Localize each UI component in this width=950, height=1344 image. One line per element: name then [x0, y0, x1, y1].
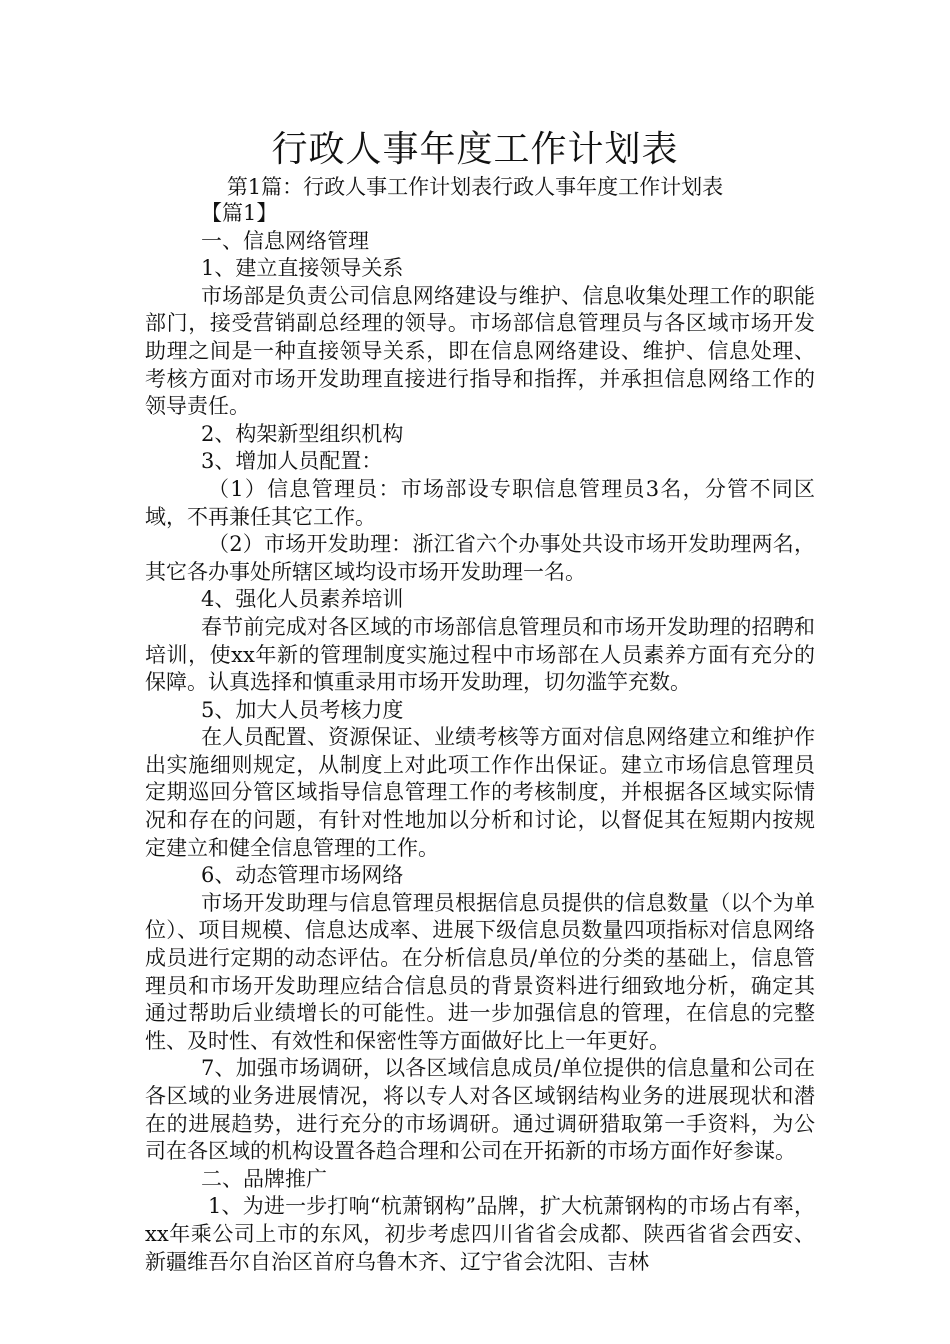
- subsection-heading: 3、增加人员配置：: [201, 449, 383, 474]
- section-tag: 【篇1】: [201, 201, 278, 225]
- body-paragraph: 市场开发助理与信息管理员根据信息员提供的信息数量（以个为单位）、项目规模、信息达成率、进展下级信息员数量四项指标对信息网络成员进行定期的动态评估。在分析信息员/单位的分类的基础上，信息管理员和市场开发助理应结合信息员的背景资料进行细致地分析，确定其通过帮助后业绩增长的可能性。进一步加强信息的管理，在信息的完整性、及时性、有效性和保密性等方面做好比上一年更好。: [145, 890, 815, 1053]
- body-paragraph: 1、为进一步打响“杭萧钢构”品牌，扩大杭萧钢构的市场占有率，xx年乘公司上市的东风，初步考虑四川省省会成都、陕西省省会西安、新疆维吾尔自治区首府乌鲁木齐、辽宁省会沈阳、吉林: [145, 1194, 815, 1274]
- subsection-heading: 2、构架新型组织机构: [201, 421, 404, 446]
- document-body: [145, 200, 815, 1276]
- document-title: 行政人事年度工作计划表: [271, 129, 679, 170]
- body-paragraph: 春节前完成对各区域的市场部信息管理员和市场开发助理的招聘和培训，使xx年新的管理制度实施过程中市场部在人员素养方面有充分的保障。认真选择和慎重录用市场开发助理，切勿滥竽充数。: [145, 614, 815, 695]
- subsection-heading: 4、强化人员素养培训: [201, 587, 404, 612]
- body-paragraph: 在人员配置、资源保证、业绩考核等方面对信息网络建立和维护作出实施细则规定，从制度上对此项工作作出保证。建立市场信息管理员定期巡回分管区域指导信息管理工作的考核制度，并根据各区域实际情况和存在的问题，有针对性地加以分析和讨论，以督促其在短期内按规定建立和健全信息管理的工作。: [145, 725, 815, 860]
- document-subtitle: 第1篇：行政人事工作计划表行政人事年度工作计划表: [226, 175, 724, 199]
- body-paragraph: （2）市场开发助理：浙江省六个办事处共设市场开发助理两名，其它各办事处所辖区域均设市场开发助理一名。: [145, 532, 815, 584]
- subsection-heading: 5、加大人员考核力度: [201, 697, 404, 722]
- body-paragraph: （1）信息管理员：市场部设专职信息管理员3名，分管不同区域，不再兼任其它工作。: [145, 476, 815, 529]
- section-heading: 一、信息网络管理: [201, 228, 369, 253]
- body-paragraph: 市场部是负责公司信息网络建设与维护、信息收集处理工作的职能部门，接受营销副总经理的领导。市场部信息管理员与各区域市场开发助理之间是一种直接领导关系，即在信息网络建设、维护、信息处理、考核方面对市场开发助理直接进行指导和指挥，并承担信息网络工作的领导责任。: [145, 283, 815, 419]
- body-paragraph: 7、加强市场调研，以各区域信息成员/单位提供的信息量和公司在各区域的业务进展情况，将以专人对各区域钢结构业务的进展现状和潜在的进展趋势，进行充分的市场调研。通过调研猎取第一手资料，为公司在各区域的机构设置各趋合理和公司在开拓新的市场方面作好参谋。: [145, 1056, 815, 1164]
- subsection-heading: 6、动态管理市场网络: [201, 863, 404, 888]
- section-heading: 二、品牌推广: [201, 1166, 327, 1191]
- subsection-heading: 1、建立直接领导关系: [201, 256, 404, 281]
